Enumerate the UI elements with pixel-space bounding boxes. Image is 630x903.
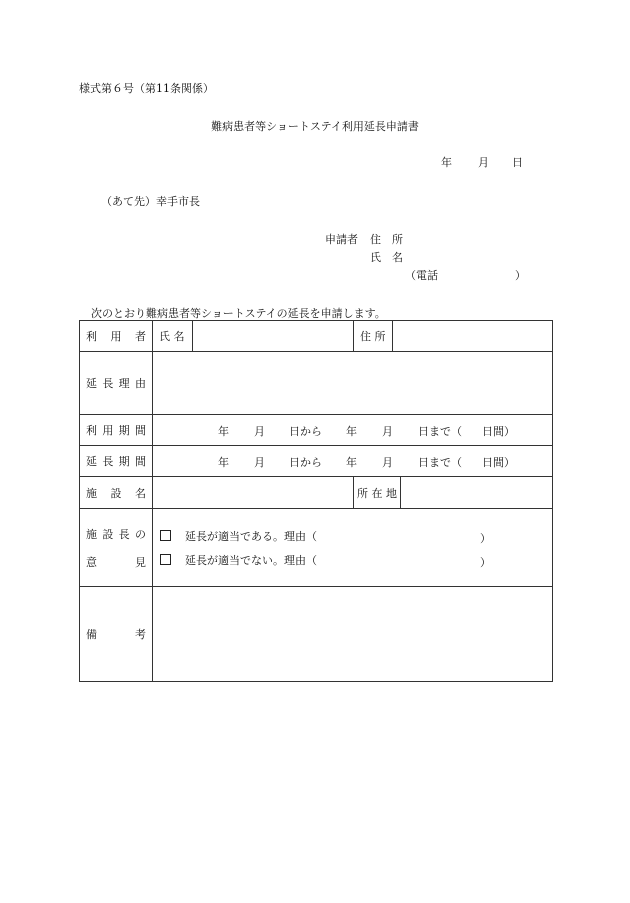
ext-period-month-2: 月: [382, 456, 393, 469]
opinion-close-paren-1: ）: [480, 532, 491, 545]
use-period-year-2: 年: [346, 425, 357, 438]
location-label: 所 在 地: [354, 477, 401, 508]
use-period-month-1: 月: [254, 425, 265, 438]
remarks-row: [80, 587, 553, 682]
extension-period-field[interactable]: [153, 446, 553, 477]
document-title: 難病患者等ショートステイ利用延長申請書: [211, 120, 419, 133]
user-name-field[interactable]: [193, 321, 354, 352]
location-cell: [354, 477, 553, 509]
applicant-label: 申請者: [325, 233, 358, 246]
date-month-label: 月: [478, 156, 489, 169]
extension-period-label: 延 長 期 間: [80, 446, 153, 477]
checkbox-inappropriate[interactable]: [160, 554, 171, 565]
ext-period-from: 日から: [289, 456, 322, 469]
application-form-table: [79, 320, 553, 682]
remarks-label: [80, 587, 153, 682]
use-period-days: 日間）: [482, 425, 515, 438]
user-address-field[interactable]: [393, 321, 553, 352]
director-opinion-label-line1: 施 設 長 の: [86, 527, 146, 541]
reason-row: [80, 352, 553, 415]
use-period-label: 利 用 期 間: [80, 415, 153, 446]
user-address-label: 住 所: [354, 321, 393, 352]
use-period-field[interactable]: [153, 415, 553, 446]
opinion-close-paren-2: ）: [480, 556, 491, 569]
user-label: 利 用 者: [80, 321, 153, 352]
facility-row: [80, 477, 553, 509]
opinion-option-appropriate-text: 延長が適当である。理由（: [185, 529, 317, 543]
extension-reason-label: 延 長 理 由: [80, 352, 153, 415]
opinion-label-i: 意: [86, 555, 97, 569]
opinion-option-inappropriate-text: 延長が適当でない。理由（: [185, 553, 317, 567]
use-period-until: 日まで（: [418, 425, 462, 438]
director-opinion-field: [153, 509, 553, 587]
ext-period-month-1: 月: [254, 456, 265, 469]
director-opinion-label-line2: [86, 554, 146, 570]
use-period-month-2: 月: [382, 425, 393, 438]
extension-reason-field[interactable]: [153, 352, 553, 415]
remarks-field[interactable]: [153, 587, 553, 682]
ext-period-until: 日まで（: [418, 456, 462, 469]
user-name-label: 氏 名: [153, 321, 193, 352]
checkbox-appropriate[interactable]: [160, 530, 171, 541]
form-number: 様式第６号（第11条関係）: [79, 82, 214, 95]
date-year-label: 年: [441, 156, 452, 169]
location-field[interactable]: [401, 477, 552, 508]
date-day-label: 日: [512, 156, 523, 169]
ext-period-row: [80, 446, 553, 477]
facility-name-label: 施 設 名: [80, 477, 153, 509]
applicant-name-label: 氏 名: [370, 251, 403, 264]
opinion-label-ken: 見: [135, 555, 146, 569]
use-period-year-1: 年: [218, 425, 229, 438]
intro-text: 次のとおり難病患者等ショートステイの延長を申請します。: [91, 307, 386, 320]
applicant-address-label: 住 所: [370, 233, 403, 246]
ext-period-days: 日間）: [482, 456, 515, 469]
ext-period-year-1: 年: [218, 456, 229, 469]
addressee: （あて先）幸手市長: [101, 195, 200, 208]
remarks-label-kou: 考: [135, 628, 146, 641]
opinion-row: [80, 509, 553, 587]
facility-name-field[interactable]: [153, 477, 354, 509]
ext-period-year-2: 年: [346, 456, 357, 469]
use-period-from: 日から: [289, 425, 322, 438]
applicant-phone-close: ）: [515, 269, 526, 282]
director-opinion-label: [80, 509, 153, 587]
use-period-row: [80, 415, 553, 446]
user-row: [80, 321, 553, 352]
remarks-label-bi: 備: [86, 628, 97, 641]
applicant-phone-open: （電話: [405, 269, 438, 282]
